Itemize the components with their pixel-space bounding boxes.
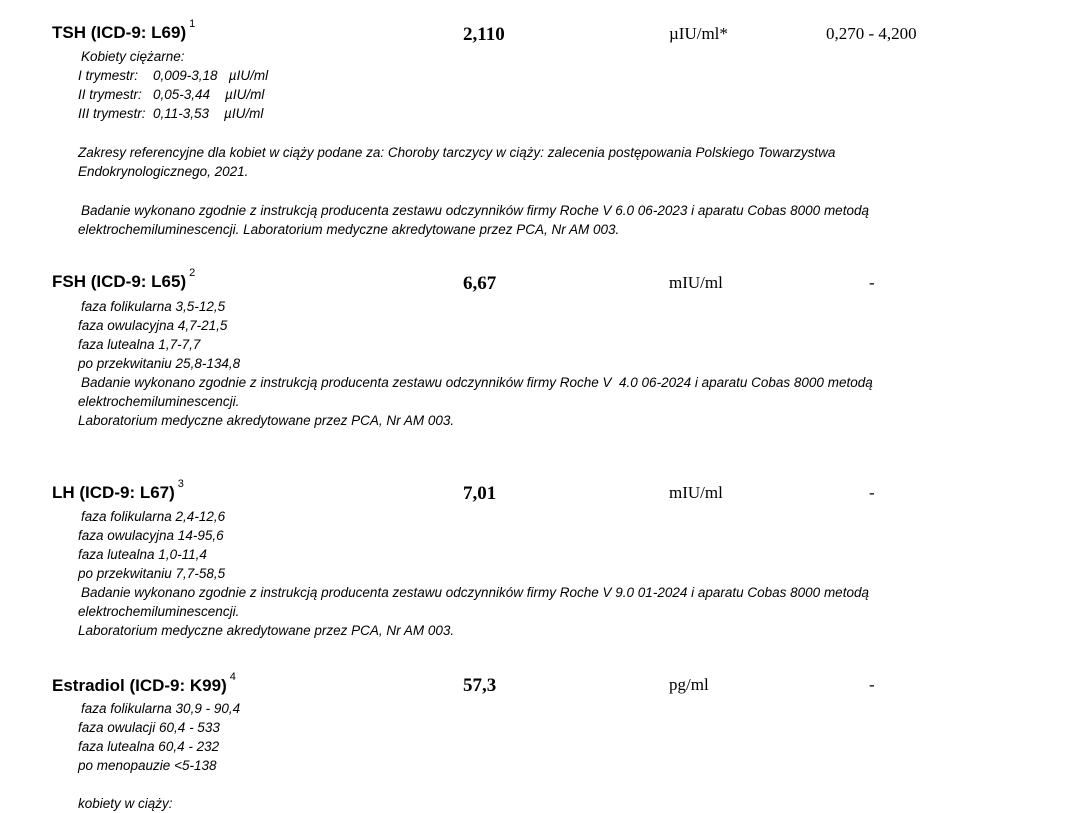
note-line: III trymestr: 0,11-3,53 µIU/ml — [78, 106, 264, 121]
note-line: Kobiety ciężarne: — [81, 49, 185, 64]
test-name — [52, 18, 196, 43]
note-line: po przekwitaniu 7,7-58,5 — [78, 566, 226, 581]
note-line: faza lutealna 1,0-11,4 — [78, 547, 207, 562]
result-unit: mIU/ml — [669, 273, 723, 292]
test-name-text: Estradiol (ICD-9: K99) — [52, 676, 227, 695]
note-line: kobiety w ciąży: — [78, 796, 173, 811]
result-value: 57,3 — [463, 675, 497, 696]
note-line: elektrochemiluminescencji. — [78, 394, 240, 409]
result-unit: pg/ml — [669, 675, 709, 694]
note-line: faza folikularna 30,9 - 90,4 — [81, 701, 241, 716]
test-name — [52, 478, 184, 503]
note-line: II trymestr: 0,05-3,44 µIU/ml — [78, 87, 265, 102]
result-unit: mIU/ml — [669, 483, 723, 502]
note-line: faza owulacyjna 14-95,6 — [78, 528, 224, 543]
note-line: faza owulacji 60,4 - 533 — [78, 720, 220, 735]
note-line: po przekwitaniu 25,8-134,8 — [78, 356, 241, 371]
note-line: Endokrynologicznego, 2021. — [78, 164, 249, 179]
test-name-text: FSH (ICD-9: L65) — [52, 272, 187, 291]
test-name-text: LH (ICD-9: L67) — [52, 483, 175, 502]
note-line: Laboratorium medyczne akredytowane przez PCA, Nr AM 003. — [78, 413, 455, 428]
note-line: Badanie wykonano zgodnie z instrukcją producenta zestawu odczynników firmy Roche V 9.0 01-2024 i aparatu Cobas 8000 metodą — [81, 585, 869, 600]
note-line: po menopauzie <5-138 — [78, 758, 217, 773]
note-line: faza folikularna 3,5-12,5 — [81, 299, 226, 314]
test-name — [52, 267, 196, 292]
footnote-marker: 2 — [189, 267, 196, 279]
note-line: faza lutealna 60,4 - 232 — [78, 739, 220, 754]
note-line: faza folikularna 2,4-12,6 — [81, 509, 226, 524]
note-line: elektrochemiluminescencji. — [78, 604, 240, 619]
note-line: faza lutealna 1,7-7,7 — [78, 337, 201, 352]
reference-range: - — [869, 273, 875, 292]
test-name — [52, 671, 236, 696]
reference-range: - — [869, 675, 875, 694]
note-line: Zakresy referencyjne dla kobiet w ciąży podane za: Choroby tarczycy w ciąży: zalecenia postępowania Polskiego Towarzystwa — [78, 145, 836, 160]
result-unit: µIU/ml* — [669, 24, 728, 43]
footnote-marker: 1 — [189, 18, 196, 30]
note-line: Badanie wykonano zgodnie z instrukcją producenta zestawu odczynników firmy Roche V 4.0 06-2024 i aparatu Cobas 8000 metodą — [81, 375, 873, 390]
result-value: 6,67 — [463, 273, 497, 294]
result-value: 7,01 — [463, 483, 497, 504]
reference-range: - — [869, 483, 875, 502]
note-line: faza owulacyjna 4,7-21,5 — [78, 318, 228, 333]
footnote-marker: 3 — [177, 478, 184, 490]
reference-range: 0,270 - 4,200 — [826, 24, 917, 43]
note-line: elektrochemiluminescencji. Laboratorium medyczne akredytowane przez PCA, Nr AM 003. — [78, 222, 620, 237]
note-line: Laboratorium medyczne akredytowane przez PCA, Nr AM 003. — [78, 623, 455, 638]
footnote-marker: 4 — [229, 671, 236, 683]
note-line: Badanie wykonano zgodnie z instrukcją producenta zestawu odczynników firmy Roche V 6.0 06-2023 i aparatu Cobas 8000 metodą — [81, 203, 869, 218]
test-name-text: TSH (ICD-9: L69) — [52, 23, 187, 42]
note-line: I trymestr: 0,009-3,18 µIU/ml — [78, 68, 269, 83]
result-value: 2,110 — [463, 24, 505, 45]
